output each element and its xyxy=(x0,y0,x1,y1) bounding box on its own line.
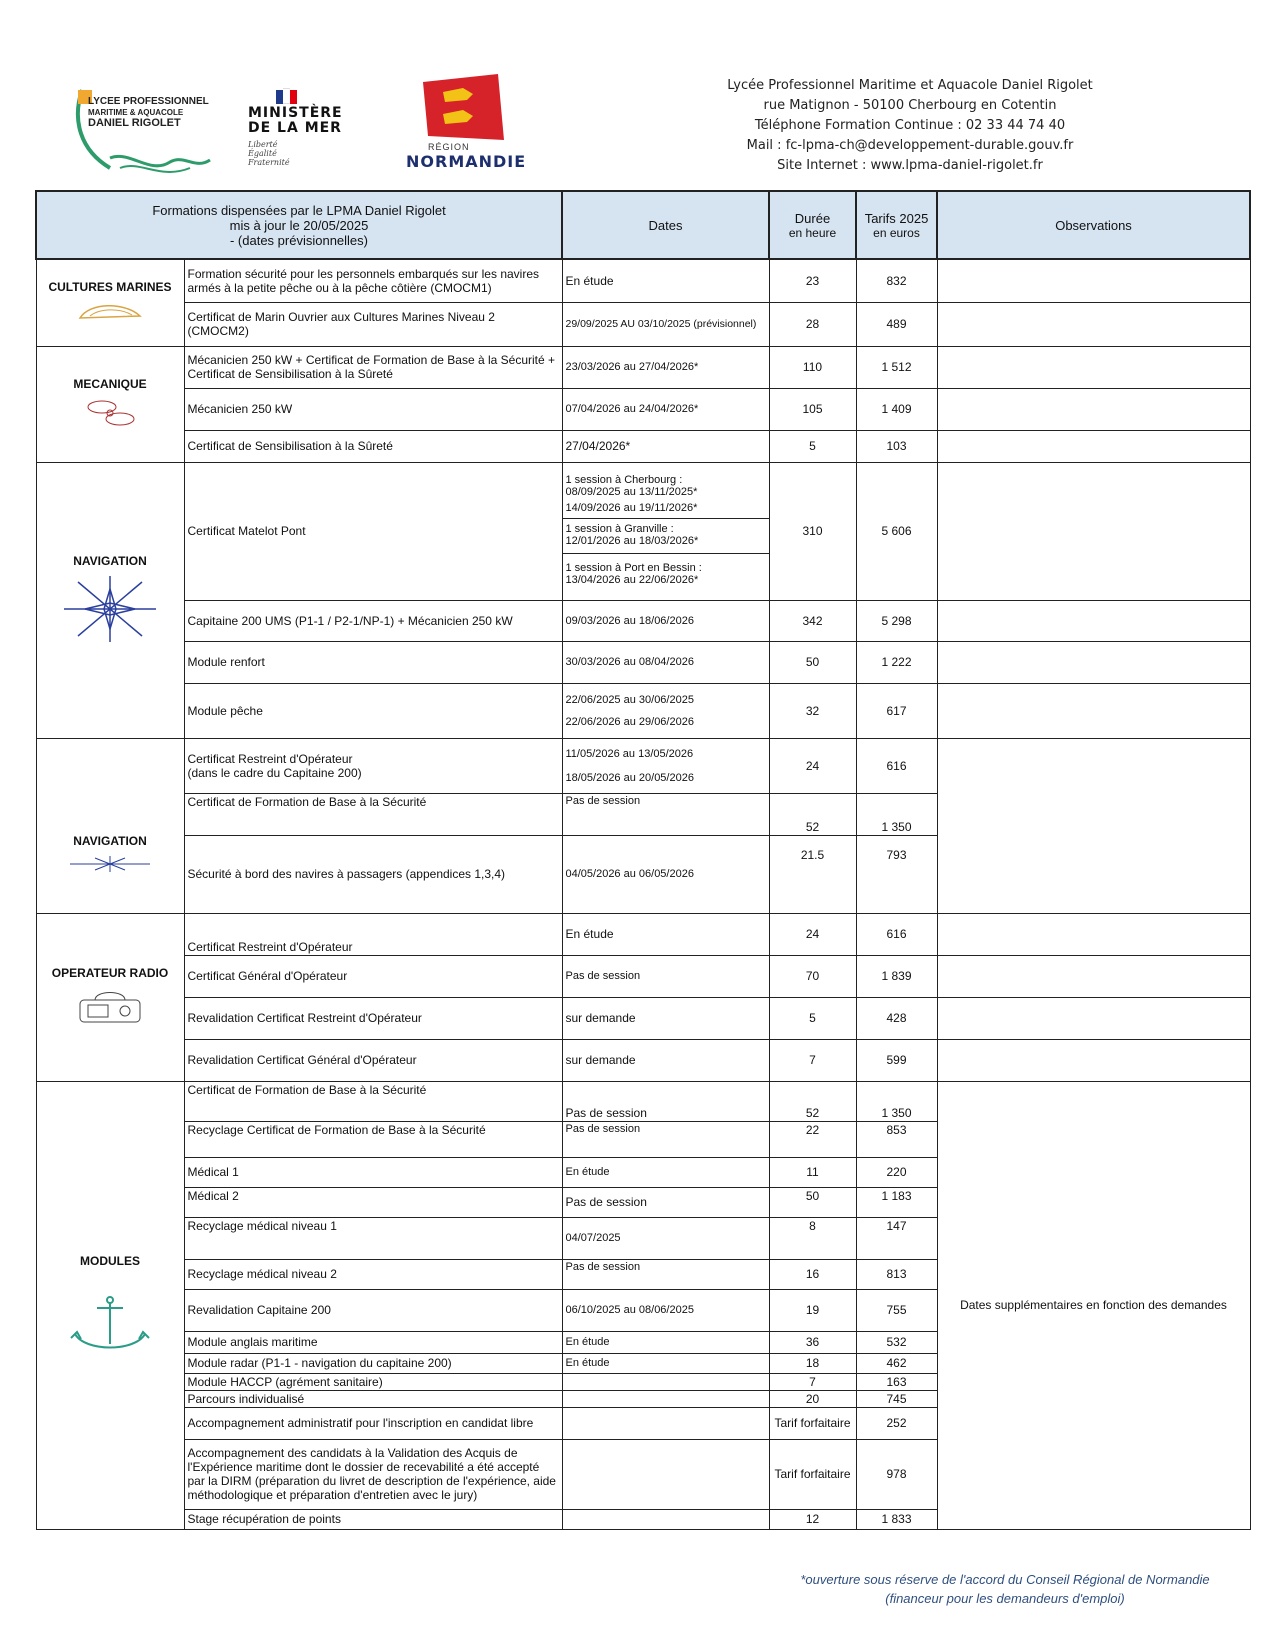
school-name: Lycée Professionnel Maritime et Aquacole Daniel Rigolet xyxy=(727,78,1093,93)
formations-table xyxy=(35,190,1251,1530)
table-row xyxy=(36,641,1250,683)
row-tarif: 755 xyxy=(856,1289,937,1331)
row-duree: 24 xyxy=(769,913,856,955)
row-name: Module anglais maritime xyxy=(184,1331,562,1353)
row-observations xyxy=(937,600,1250,641)
row-dates: 11/05/2026 au 13/05/2026 18/05/2026 au 20/05/2026 xyxy=(562,738,769,793)
row-duree: Tarif forfaitaire xyxy=(769,1407,856,1439)
row-dates xyxy=(562,1439,769,1509)
row-tarif: 1 512 xyxy=(856,346,937,388)
table-row xyxy=(36,738,1250,793)
row-name: Certificat Restreint d'Opérateur (dans le cadre du Capitaine 200) xyxy=(184,738,562,793)
row-tarif: 1 183 xyxy=(856,1187,937,1217)
row-duree: 5 xyxy=(769,430,856,462)
row-duree: 310 xyxy=(769,462,856,600)
row-dates: 04/05/2026 au 06/05/2026 xyxy=(562,835,769,913)
row-tarif: 1 222 xyxy=(856,641,937,683)
row-name: Certificat de Formation de Base à la Sécurité xyxy=(184,793,562,835)
row-dates: Pas de session xyxy=(562,1121,769,1157)
row-duree: 20 xyxy=(769,1390,856,1407)
row-duree: 50 xyxy=(769,641,856,683)
row-name: Médical 1 xyxy=(184,1157,562,1187)
row-dates: En étude xyxy=(562,913,769,955)
row-name: Formation sécurité pour les personnels embarqués sur les navires armés à la petite pêche ou à la pêche côtière (CMOCM1) xyxy=(184,259,562,302)
row-duree: 70 xyxy=(769,955,856,997)
normandie-flag-icon xyxy=(418,72,508,142)
table-row xyxy=(36,430,1250,462)
row-tarif: 489 xyxy=(856,302,937,346)
lycee-line1: LYCEE PROFESSIONNEL xyxy=(88,96,209,107)
row-tarif: 462 xyxy=(856,1353,937,1373)
row-duree: 11 xyxy=(769,1157,856,1187)
row-observations xyxy=(937,955,1250,997)
row-observations xyxy=(937,259,1250,302)
lycee-wave-icon xyxy=(70,80,220,180)
row-observations xyxy=(937,388,1250,430)
row-name: Recyclage médical niveau 2 xyxy=(184,1259,562,1289)
category-navigation-2: NAVIGATION xyxy=(36,738,184,913)
row-tarif: 1 409 xyxy=(856,388,937,430)
row-duree: 18 xyxy=(769,1353,856,1373)
row-duree: 110 xyxy=(769,346,856,388)
row-tarif: 745 xyxy=(856,1390,937,1407)
row-duree: 23 xyxy=(769,259,856,302)
row-name: Accompagnement administratif pour l'inscription en candidat libre xyxy=(184,1407,562,1439)
row-duree: 342 xyxy=(769,600,856,641)
row-duree: 52 xyxy=(769,1081,856,1121)
row-tarif: 5 606 xyxy=(856,462,937,600)
logo-region-normandie xyxy=(400,72,530,172)
row-dates: Pas de session xyxy=(562,1259,769,1289)
row-tarif: 813 xyxy=(856,1259,937,1289)
category-mecanique: MECANIQUE xyxy=(36,346,184,462)
ministere-line1: MINISTÈRE xyxy=(248,105,343,121)
row-tarif: 5 298 xyxy=(856,600,937,641)
footer-note-line2: (financeur pour les demandeurs d'emploi) xyxy=(885,1591,1125,1606)
row-tarif: 163 xyxy=(856,1373,937,1390)
school-email[interactable]: Mail : fc-lpma-ch@developpement-durable.gouv.fr xyxy=(746,138,1074,153)
row-name: Recyclage médical niveau 1 xyxy=(184,1217,562,1259)
row-name: Parcours individualisé xyxy=(184,1390,562,1407)
logo-ministere xyxy=(248,82,368,172)
category-navigation: NAVIGATION xyxy=(36,462,184,738)
row-dates: 22/06/2025 au 30/06/2025 22/06/2026 au 29/06/2026 xyxy=(562,683,769,738)
modules-observations: Dates supplémentaires en fonction des demandes xyxy=(937,1081,1250,1529)
table-row xyxy=(36,302,1250,346)
row-dates: En étude xyxy=(562,1353,769,1373)
row-name: Mécanicien 250 kW xyxy=(184,388,562,430)
row-dates: 29/09/2025 AU 03/10/2025 (prévisionnel) xyxy=(562,302,769,346)
row-dates: 09/03/2026 au 18/06/2026 xyxy=(562,600,769,641)
row-name: Certificat de Marin Ouvrier aux Cultures Marines Niveau 2 (CMOCM2) xyxy=(184,302,562,346)
row-duree: 52 xyxy=(769,793,856,835)
row-duree: 19 xyxy=(769,1289,856,1331)
row-duree: 7 xyxy=(769,1373,856,1390)
row-dates: Pas de session xyxy=(562,793,769,835)
table-row xyxy=(36,913,1250,955)
table-row xyxy=(36,259,1250,302)
category-cultures-marines: CULTURES MARINES xyxy=(36,259,184,346)
row-tarif: 832 xyxy=(856,259,937,302)
header-tarifs: Tarifs 2025 en euros xyxy=(856,191,937,259)
motto-egalite: Égalité xyxy=(248,149,277,158)
row-dates: 30/03/2026 au 08/04/2026 xyxy=(562,641,769,683)
radio-icon xyxy=(70,986,150,1026)
row-duree: 105 xyxy=(769,388,856,430)
region-line1: RÉGION xyxy=(428,142,470,152)
row-dates: 06/10/2025 au 08/06/2025 xyxy=(562,1289,769,1331)
row-dates: Pas de session xyxy=(562,1187,769,1217)
motto-fraternite: Fraternité xyxy=(248,158,290,167)
lycee-line2: MARITIME & AQUACOLE xyxy=(88,108,184,117)
row-name: Module renfort xyxy=(184,641,562,683)
row-tarif: 617 xyxy=(856,683,937,738)
compass-small-icon xyxy=(65,854,155,874)
row-name: Revalidation Certificat Restreint d'Opérateur xyxy=(184,997,562,1039)
row-duree: 22 xyxy=(769,1121,856,1157)
ministere-line2: DE LA MER xyxy=(248,120,342,136)
row-name: Accompagnement des candidats à la Validation des Acquis de l'Expérience maritime dont le dossier de recevabilité a été accepté par la DIRM (préparation du livret de description de l'expérience, aide méthodologique et préparation d'entretien avec le jury) xyxy=(184,1439,562,1509)
row-dates: En étude xyxy=(562,1157,769,1187)
row-name: Certificat de Sensibilisation à la Sûreté xyxy=(184,430,562,462)
row-tarif: 1 839 xyxy=(856,955,937,997)
compass-rose-icon xyxy=(60,574,160,644)
row-duree: 12 xyxy=(769,1509,856,1529)
row-duree: Tarif forfaitaire xyxy=(769,1439,856,1509)
row-name: Revalidation Capitaine 200 xyxy=(184,1289,562,1331)
table-row xyxy=(36,683,1250,738)
row-tarif: 532 xyxy=(856,1331,937,1353)
row-dates xyxy=(562,1407,769,1439)
shell-icon xyxy=(70,300,150,322)
row-observations xyxy=(937,430,1250,462)
row-observations xyxy=(937,302,1250,346)
row-tarif: 599 xyxy=(856,1039,937,1081)
school-website[interactable]: Site Internet : www.lpma-daniel-rigolet.fr xyxy=(777,158,1043,173)
row-name: Module radar (P1-1 - navigation du capitaine 200) xyxy=(184,1353,562,1373)
row-name: Certificat Matelot Pont xyxy=(184,462,562,600)
table-row xyxy=(36,462,1250,600)
row-name: Revalidation Certificat Général d'Opérateur xyxy=(184,1039,562,1081)
row-observations xyxy=(937,913,1250,955)
table-row xyxy=(36,955,1250,997)
row-dates: 04/07/2025 xyxy=(562,1217,769,1259)
row-dates: 23/03/2026 au 27/04/2026* xyxy=(562,346,769,388)
row-duree: 24 xyxy=(769,738,856,793)
row-duree: 50 xyxy=(769,1187,856,1217)
row-duree: 8 xyxy=(769,1217,856,1259)
row-name: Sécurité à bord des navires à passagers (appendices 1,3,4) xyxy=(184,835,562,913)
row-name: Capitaine 200 UMS (P1-1 / P2-1/NP-1) + Mécanicien 250 kW xyxy=(184,600,562,641)
row-duree: 21.5 xyxy=(769,835,856,913)
row-tarif: 147 xyxy=(856,1217,937,1259)
row-dates-sessions: 1 session à Cherbourg : 08/09/2025 au 13/11/2025* 14/09/2026 au 19/11/2026* 1 session à Granville : 12/01/2026 au 18/03/2026* 1 session à Port en Bessin : 13/04/2026 au 22/06/2026* xyxy=(562,462,769,600)
footer-note-line1: *ouverture sous réserve de l'accord du Conseil Régional de Normandie xyxy=(800,1572,1210,1587)
category-operateur-radio: OPERATEUR RADIO xyxy=(36,913,184,1081)
header-dates: Dates xyxy=(562,191,769,259)
row-duree: 28 xyxy=(769,302,856,346)
row-dates: 07/04/2026 au 24/04/2026* xyxy=(562,388,769,430)
row-observations xyxy=(937,997,1250,1039)
row-observations xyxy=(937,462,1250,600)
table-row xyxy=(36,1081,1250,1121)
table-row xyxy=(36,388,1250,430)
row-tarif: 103 xyxy=(856,430,937,462)
header-duree: Durée en heure xyxy=(769,191,856,259)
row-observations xyxy=(937,346,1250,388)
school-contact-info xyxy=(660,76,1160,176)
row-dates: En étude xyxy=(562,259,769,302)
logo-lycee xyxy=(70,80,220,180)
row-name: Recyclage Certificat de Formation de Base à la Sécurité xyxy=(184,1121,562,1157)
row-dates: sur demande xyxy=(562,997,769,1039)
row-tarif: 428 xyxy=(856,997,937,1039)
row-duree: 16 xyxy=(769,1259,856,1289)
row-observations xyxy=(937,641,1250,683)
row-tarif: 793 xyxy=(856,835,937,913)
marianne-icon xyxy=(276,88,298,102)
row-duree: 32 xyxy=(769,683,856,738)
row-tarif: 220 xyxy=(856,1157,937,1187)
row-name: Certificat de Formation de Base à la Sécurité xyxy=(184,1081,562,1121)
row-dates: Pas de session xyxy=(562,1081,769,1121)
row-name: Mécanicien 250 kW + Certificat de Formation de Base à la Sécurité + Certificat de Sensibilisation à la Sûreté xyxy=(184,346,562,388)
row-dates: En étude xyxy=(562,1331,769,1353)
table-header-row xyxy=(36,191,1250,259)
row-name: Certificat Restreint d'Opérateur xyxy=(184,913,562,955)
row-dates: Pas de session xyxy=(562,955,769,997)
table-row xyxy=(36,997,1250,1039)
row-tarif: 1 833 xyxy=(856,1509,937,1529)
lycee-line3: DANIEL RIGOLET xyxy=(88,117,181,129)
school-address: rue Matignon - 50100 Cherbourg en Cotentin xyxy=(763,98,1057,113)
school-phone: Téléphone Formation Continue : 02 33 44 74 40 xyxy=(754,118,1066,133)
row-observations xyxy=(937,683,1250,738)
row-name: Certificat Général d'Opérateur xyxy=(184,955,562,997)
row-observations xyxy=(937,738,1250,913)
row-name: Médical 2 xyxy=(184,1187,562,1217)
propeller-icon xyxy=(80,397,140,429)
table-row xyxy=(36,346,1250,388)
row-observations xyxy=(937,1039,1250,1081)
row-name: Stage récupération de points xyxy=(184,1509,562,1529)
row-tarif: 616 xyxy=(856,913,937,955)
table-row xyxy=(36,600,1250,641)
row-duree: 5 xyxy=(769,997,856,1039)
row-name: Module pêche xyxy=(184,683,562,738)
row-dates xyxy=(562,1509,769,1529)
motto-liberte: Liberté xyxy=(248,140,278,149)
row-tarif: 1 350 xyxy=(856,1081,937,1121)
row-tarif: 616 xyxy=(856,738,937,793)
header-observations: Observations xyxy=(937,191,1250,259)
row-dates xyxy=(562,1390,769,1407)
row-duree: 7 xyxy=(769,1039,856,1081)
header-formations: Formations dispensées par le LPMA Daniel Rigolet mis à jour le 20/05/2025 - (dates prévisionnelles) xyxy=(36,191,562,259)
row-dates xyxy=(562,1373,769,1390)
row-tarif: 252 xyxy=(856,1407,937,1439)
table-row xyxy=(36,1039,1250,1081)
anchor-icon xyxy=(65,1294,155,1354)
category-modules: MODULES xyxy=(36,1081,184,1529)
row-name: Module HACCP (agrément sanitaire) xyxy=(184,1373,562,1390)
row-tarif: 978 xyxy=(856,1439,937,1509)
row-tarif: 1 350 xyxy=(856,793,937,835)
row-tarif: 853 xyxy=(856,1121,937,1157)
row-dates: 27/04/2026* xyxy=(562,430,769,462)
row-duree: 36 xyxy=(769,1331,856,1353)
row-dates: sur demande xyxy=(562,1039,769,1081)
region-line2: NORMANDIE xyxy=(406,152,527,171)
